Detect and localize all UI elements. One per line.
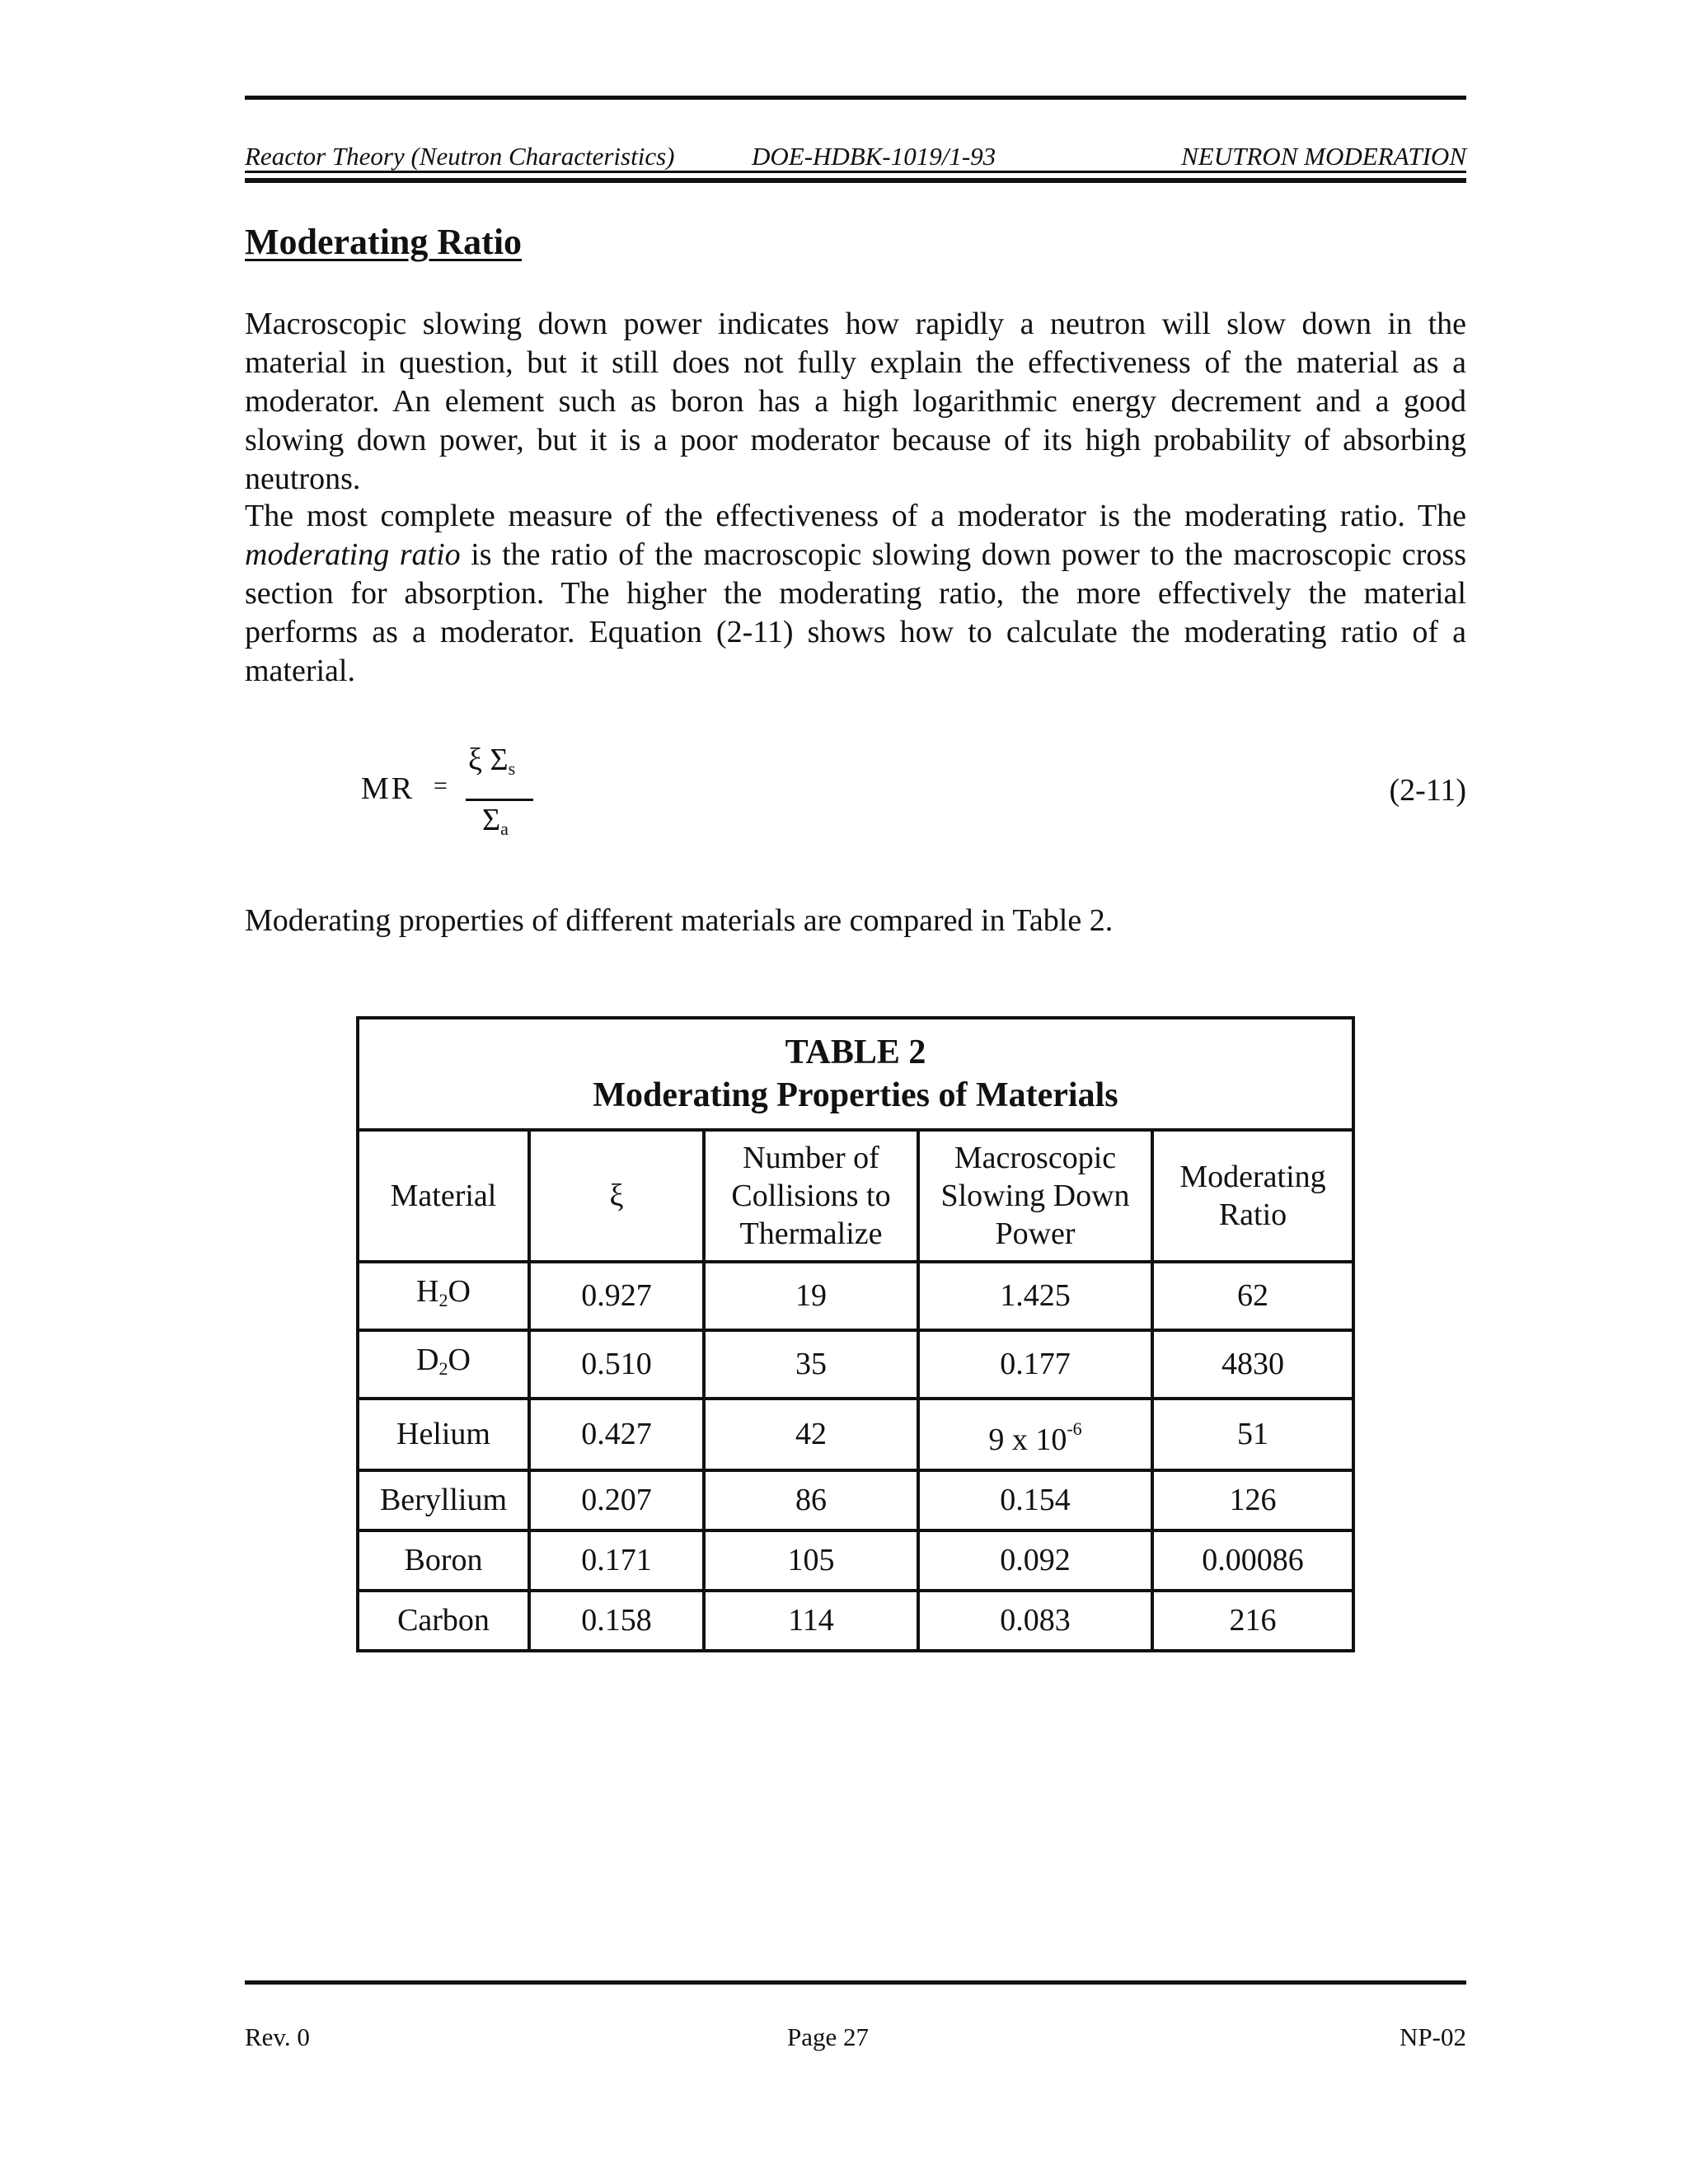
cell-power bbox=[918, 1470, 1152, 1530]
power-value: 0.092 bbox=[1000, 1543, 1071, 1577]
collisions-value: 42 bbox=[795, 1417, 827, 1451]
cell-collisions bbox=[704, 1470, 918, 1530]
cell-xi bbox=[529, 1330, 704, 1399]
table-row bbox=[358, 1591, 1353, 1651]
power-value: 9 x 10 bbox=[988, 1422, 1067, 1457]
header-top-rule bbox=[245, 96, 1466, 100]
cell-ratio bbox=[1152, 1591, 1353, 1651]
material-suffix: O bbox=[448, 1274, 471, 1309]
power-exponent: -6 bbox=[1067, 1418, 1082, 1439]
ratio-value: 126 bbox=[1229, 1483, 1277, 1517]
moderating-properties-table bbox=[356, 1016, 1355, 1652]
collisions-value: 35 bbox=[795, 1347, 827, 1381]
ratio-value: 0.00086 bbox=[1202, 1543, 1304, 1577]
collisions-value: 19 bbox=[795, 1278, 827, 1313]
header-right: NEUTRON MODERATION bbox=[1181, 142, 1466, 171]
material-name: Boron bbox=[404, 1543, 483, 1577]
table-row bbox=[358, 1262, 1353, 1330]
cell-ratio bbox=[1152, 1399, 1353, 1470]
numerator-symbols: ξ Σ bbox=[468, 743, 509, 777]
footer-page-number: Page 27 bbox=[787, 2022, 870, 2051]
ratio-value: 62 bbox=[1237, 1278, 1268, 1313]
xi-value: 0.427 bbox=[581, 1417, 652, 1451]
cell-ratio bbox=[1152, 1262, 1353, 1330]
cell-material bbox=[358, 1330, 529, 1399]
numerator-subscript: s bbox=[508, 758, 516, 779]
cell-material bbox=[358, 1530, 529, 1591]
table-row bbox=[358, 1470, 1353, 1530]
cell-collisions bbox=[704, 1262, 918, 1330]
xi-value: 0.510 bbox=[581, 1347, 652, 1381]
denominator-subscript: a bbox=[500, 818, 509, 839]
paragraph-1: Macroscopic slowing down power indicates how rapidly a neutron will slow down in the material in question, but it still does not fully explain the effectiveness of the material as a moderator. An element such as boron has a high logarithmic energy decrement and a good slowing down power, but it is a poor moderator because of its high probability of absorbing neutrons. bbox=[245, 307, 1466, 496]
table-row bbox=[358, 1399, 1353, 1470]
cell-collisions bbox=[704, 1530, 918, 1591]
material-name: D bbox=[416, 1343, 439, 1377]
header-bottom-rule-thick bbox=[245, 178, 1466, 183]
power-value: 0.083 bbox=[1000, 1603, 1071, 1638]
xi-value: 0.927 bbox=[581, 1278, 652, 1313]
equation-denominator bbox=[482, 802, 509, 840]
collisions-value: 86 bbox=[795, 1483, 827, 1517]
ratio-value: 216 bbox=[1229, 1603, 1277, 1638]
header-power-line2: Slowing Down bbox=[940, 1179, 1130, 1213]
cell-material bbox=[358, 1470, 529, 1530]
material-name: Carbon bbox=[397, 1603, 490, 1638]
cell-xi bbox=[529, 1470, 704, 1530]
footer-doc-code: NP-02 bbox=[1400, 2022, 1466, 2051]
cell-collisions bbox=[704, 1330, 918, 1399]
page-footer bbox=[245, 2021, 1466, 2054]
paragraph-2-start: The most complete measure of the effectiveness of a moderator is the moderating ratio. The bbox=[245, 499, 1466, 533]
equation-number: (2-11) bbox=[1389, 773, 1466, 808]
header-collisions-line3: Thermalize bbox=[739, 1216, 883, 1251]
xi-value: 0.158 bbox=[581, 1603, 652, 1638]
cell-collisions bbox=[704, 1591, 918, 1651]
header-power bbox=[918, 1130, 1152, 1262]
fraction-bar bbox=[466, 799, 533, 801]
cell-ratio bbox=[1152, 1530, 1353, 1591]
table-header-row bbox=[358, 1130, 1353, 1262]
denominator-symbol: Σ bbox=[482, 803, 501, 837]
material-name: Helium bbox=[396, 1417, 490, 1451]
table-caption bbox=[358, 1018, 1353, 1130]
cell-power bbox=[918, 1530, 1152, 1591]
cell-xi bbox=[529, 1591, 704, 1651]
header-ratio-line1: Moderating bbox=[1179, 1160, 1326, 1194]
ratio-value: 51 bbox=[1237, 1417, 1268, 1451]
cell-power bbox=[918, 1591, 1152, 1651]
ratio-value: 4830 bbox=[1221, 1347, 1284, 1381]
table-body bbox=[358, 1262, 1353, 1651]
cell-power bbox=[918, 1330, 1152, 1399]
material-suffix: O bbox=[448, 1343, 471, 1377]
table-row bbox=[358, 1530, 1353, 1591]
cell-xi bbox=[529, 1262, 704, 1330]
power-value: 0.177 bbox=[1000, 1347, 1071, 1381]
paragraph-2 bbox=[245, 497, 1466, 691]
cell-material bbox=[358, 1591, 529, 1651]
cell-xi bbox=[529, 1530, 704, 1591]
header-power-line3: Power bbox=[995, 1216, 1076, 1251]
xi-value: 0.171 bbox=[581, 1543, 652, 1577]
term-moderating-ratio: moderating ratio bbox=[245, 537, 461, 572]
collisions-value: 105 bbox=[787, 1543, 835, 1577]
equation-lhs: MR bbox=[361, 771, 415, 806]
header-left: Reactor Theory (Neutron Characteristics) bbox=[245, 142, 675, 171]
material-subscript: 2 bbox=[438, 1290, 448, 1310]
header-material: Material bbox=[358, 1130, 529, 1262]
paragraph-3: Moderating properties of different materials are compared in Table 2. bbox=[245, 903, 1114, 938]
xi-value: 0.207 bbox=[581, 1483, 652, 1517]
cell-material bbox=[358, 1262, 529, 1330]
header-xi: ξ bbox=[529, 1130, 704, 1262]
header-bottom-rule-thin bbox=[245, 171, 1466, 173]
material-name: Beryllium bbox=[379, 1483, 508, 1517]
material-name: H bbox=[416, 1274, 439, 1309]
cell-power bbox=[918, 1399, 1152, 1470]
header-ratio-line2: Ratio bbox=[1218, 1197, 1287, 1232]
header-power-line1: Macroscopic bbox=[954, 1141, 1117, 1175]
power-value: 0.154 bbox=[1000, 1483, 1071, 1517]
footer-rule bbox=[245, 1980, 1466, 1985]
cell-ratio bbox=[1152, 1470, 1353, 1530]
running-header bbox=[245, 140, 1466, 173]
cell-xi bbox=[529, 1399, 704, 1470]
header-collisions-line1: Number of bbox=[743, 1141, 879, 1175]
header-ratio bbox=[1152, 1130, 1353, 1262]
paragraph-2-end: is the ratio of the macroscopic slowing down power to the macroscopic cross section for absorption. The higher the moderating ratio, the more effectively the material performs as a moderator. Equation (2-11) shows how to calculate the moderating ratio of a material. bbox=[245, 537, 1466, 688]
header-collisions-line2: Collisions to bbox=[731, 1179, 891, 1213]
header-center: DOE-HDBK-1019/1-93 bbox=[752, 142, 996, 171]
collisions-value: 114 bbox=[788, 1603, 834, 1638]
material-subscript: 2 bbox=[438, 1358, 448, 1379]
cell-collisions bbox=[704, 1399, 918, 1470]
cell-power bbox=[918, 1262, 1152, 1330]
equation-numerator bbox=[468, 742, 515, 780]
section-title: Moderating Ratio bbox=[245, 222, 523, 262]
table-row bbox=[358, 1330, 1353, 1399]
power-value: 1.425 bbox=[1000, 1278, 1071, 1313]
footer-revision: Rev. 0 bbox=[245, 2022, 310, 2051]
header-collisions bbox=[704, 1130, 918, 1262]
table-title: Moderating Properties of Materials bbox=[593, 1076, 1118, 1114]
cell-material bbox=[358, 1399, 529, 1470]
equation-equals: = bbox=[434, 772, 448, 799]
cell-ratio bbox=[1152, 1330, 1353, 1399]
table-number: TABLE 2 bbox=[785, 1033, 926, 1071]
